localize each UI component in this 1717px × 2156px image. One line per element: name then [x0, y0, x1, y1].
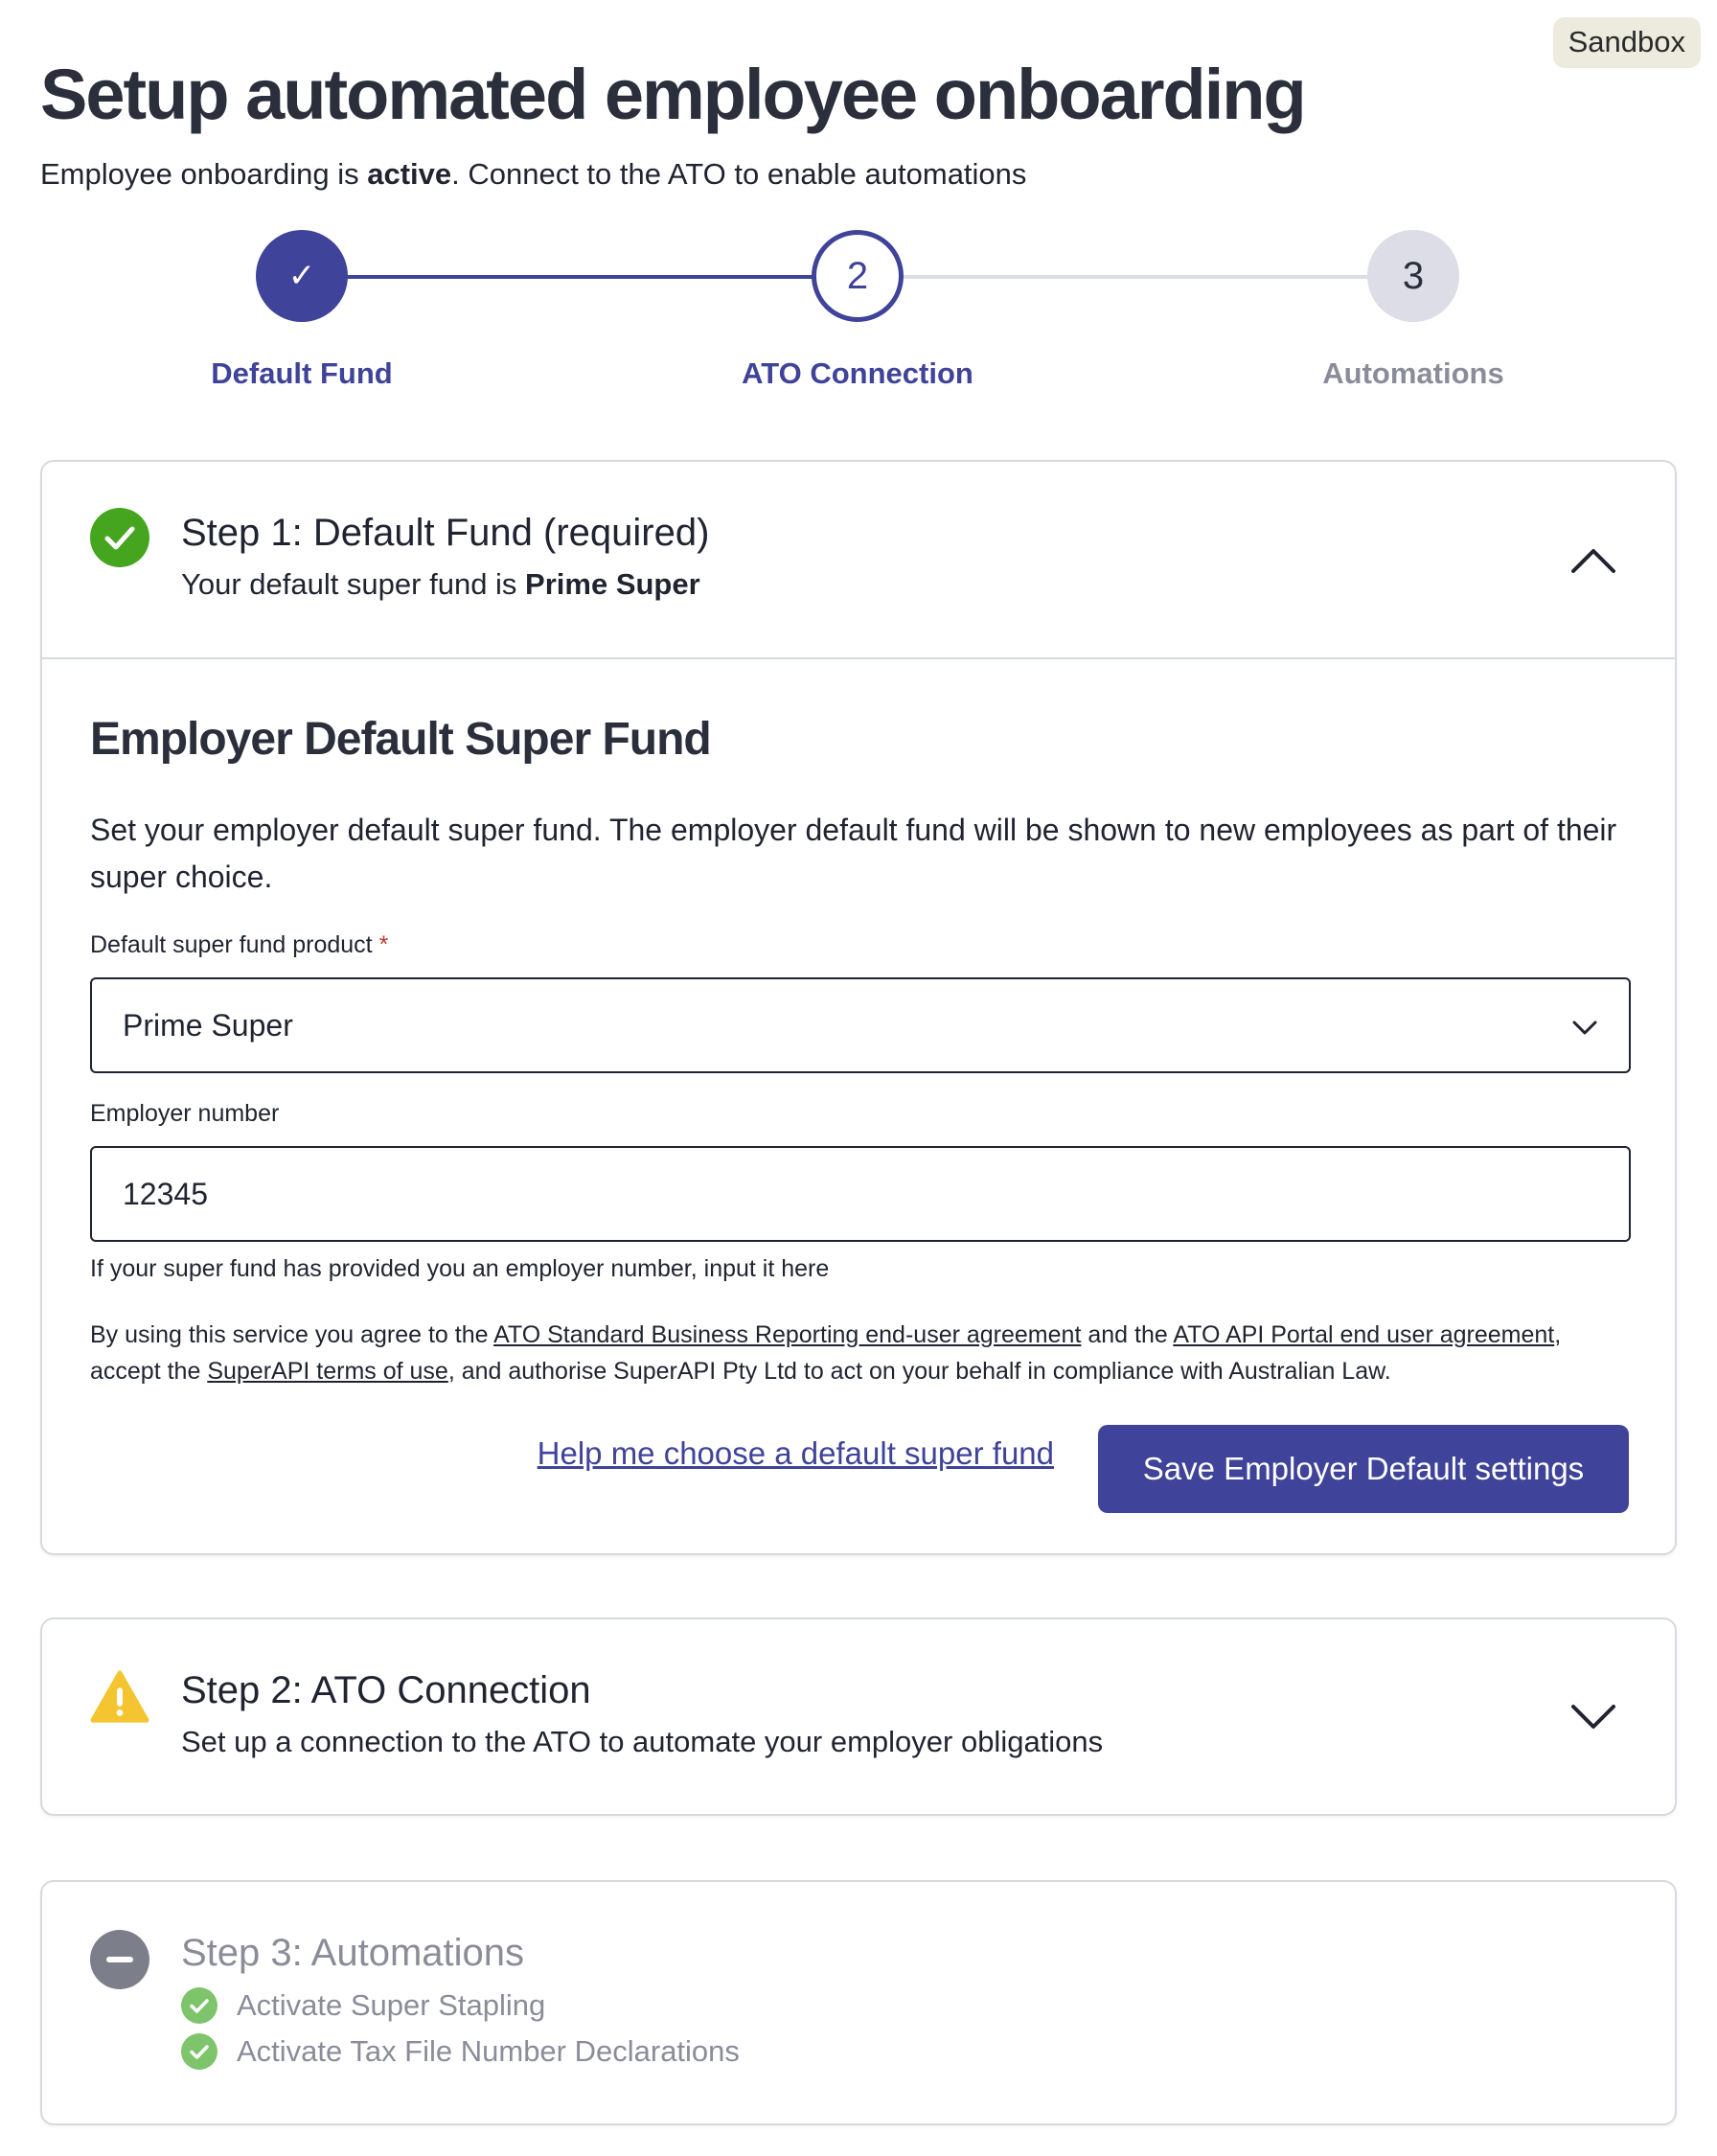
chevron-up-icon[interactable]	[1569, 537, 1617, 585]
automation-item-label: Activate Super Stapling	[237, 1988, 546, 2022]
ato-api-portal-agreement-link[interactable]: ATO API Portal end user agreement	[1173, 1321, 1555, 1348]
stepper-connector-complete	[345, 275, 814, 279]
section-description: Set your employer default super fund. The employer default fund will be shown to new employees as part of their super choice.	[90, 813, 1617, 894]
warning-icon	[90, 1667, 149, 1727]
stepper-step-1[interactable]	[256, 230, 348, 322]
page-subtitle	[40, 157, 1026, 192]
step-1-card	[40, 460, 1677, 1555]
step-1-fund-name: Prime Super	[525, 567, 700, 601]
legal-text-3: ,	[1554, 1321, 1562, 1348]
employer-number-value: 12345	[123, 1176, 208, 1211]
stepper-step-3[interactable]	[1367, 230, 1459, 322]
step-1-header[interactable]	[42, 462, 1675, 659]
fund-product-select[interactable]	[90, 977, 1631, 1073]
legal-text-4: accept the	[90, 1358, 208, 1385]
page-title: Setup automated employee onboarding	[40, 55, 1305, 134]
section-title: Employer Default Super Fund	[90, 714, 711, 765]
step-1-desc-prefix: Your default super fund is	[181, 567, 526, 601]
automation-item-super-stapling	[181, 1987, 545, 2024]
fund-product-label-text: Default super fund product	[90, 931, 373, 958]
disabled-minus-icon	[90, 1930, 149, 1989]
help-choose-fund-link[interactable]: Help me choose a default super fund	[537, 1435, 1054, 1471]
automation-item-tfn-declarations	[181, 2033, 740, 2070]
stepper-label-automations: Automations	[1322, 356, 1504, 390]
stepper-step-2-number: 2	[846, 254, 869, 297]
onboarding-status: active	[367, 157, 452, 191]
stepper-label-default-fund[interactable]: Default Fund	[211, 356, 393, 390]
subtitle-suffix: . Connect to the ATO to enable automations	[451, 157, 1027, 191]
stepper-step-2[interactable]	[812, 230, 904, 322]
step-2-card[interactable]	[40, 1617, 1677, 1816]
check-circle-icon	[181, 2033, 217, 2070]
step-1-title: Step 1: Default Fund (required)	[181, 512, 710, 554]
save-employer-default-button[interactable]: Save Employer Default settings	[1098, 1425, 1629, 1513]
step-1-description	[181, 567, 700, 602]
superapi-terms-link[interactable]: SuperAPI terms of use	[207, 1358, 448, 1385]
stepper-connector-pending	[903, 275, 1372, 279]
fund-product-label	[90, 931, 388, 959]
ato-sbr-agreement-link[interactable]: ATO Standard Business Reporting end-user agreement	[493, 1321, 1082, 1348]
employer-number-hint: If your super fund has provided you an employer number, input it here	[90, 1255, 830, 1282]
step-3-card	[40, 1880, 1677, 2125]
stepper-label-ato-connection[interactable]: ATO Connection	[742, 356, 973, 390]
chevron-down-icon[interactable]	[1569, 1692, 1617, 1740]
legal-text-1: By using this service you agree to the	[90, 1321, 494, 1348]
chevron-down-icon	[1569, 1012, 1600, 1043]
step-3-title: Step 3: Automations	[181, 1932, 525, 1974]
check-circle-icon	[90, 508, 149, 567]
check-icon: ✓	[287, 258, 316, 294]
sandbox-badge: Sandbox	[1553, 17, 1701, 68]
step-2-description: Set up a connection to the ATO to automate your employer obligations	[181, 1725, 1104, 1758]
required-indicator: *	[378, 931, 389, 958]
subtitle-prefix: Employee onboarding is	[40, 157, 368, 191]
employer-number-label: Employer number	[90, 1100, 280, 1127]
step-2-title: Step 2: ATO Connection	[181, 1669, 591, 1711]
legal-text-5: , and authorise SuperAPI Pty Ltd to act on your behalf in compliance with Australian Law.	[447, 1358, 1391, 1385]
progress-stepper	[0, 230, 1717, 402]
stepper-step-3-number: 3	[1402, 254, 1425, 297]
employer-number-input[interactable]	[90, 1146, 1631, 1242]
check-circle-icon	[181, 1987, 217, 2024]
legal-text-2: and the	[1081, 1321, 1174, 1348]
legal-agreement-text	[90, 1317, 1661, 1389]
fund-product-selected-value: Prime Super	[123, 1007, 293, 1043]
automation-item-label: Activate Tax File Number Declarations	[237, 2034, 740, 2068]
